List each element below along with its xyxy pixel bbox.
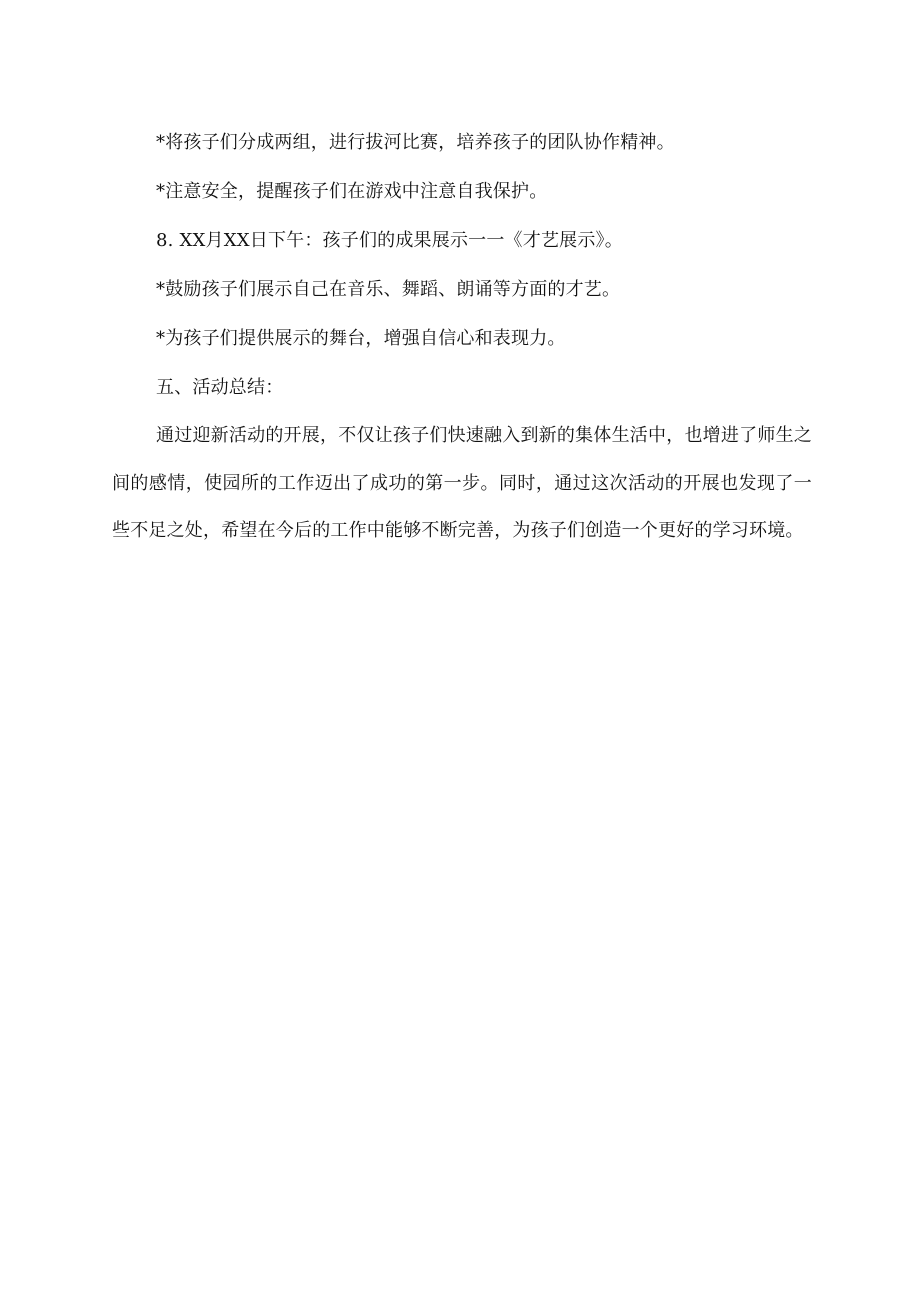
paragraph-talent-show-heading: 8. XX月XX日下午：孩子们的成果展示一一《才艺展示》。	[156, 230, 623, 251]
paragraph-tug-of-war: *将孩子们分成两组，进行拔河比赛，培养孩子的团队协作精神。	[156, 132, 675, 153]
document-body	[112, 118, 812, 555]
section-heading-summary: 五、活动总结：	[156, 377, 284, 398]
paragraph-summary: 通过迎新活动的开展，不仅让孩子们快速融入到新的集体生活中，也增进了师生之间的感情，使园所的工作迈出了成功的第一步。同时，通过这次活动的开展也发现了一些不足之处，希望在今后的工作中能够不断完善，为孩子们创造一个更好的学习环境。	[112, 425, 812, 541]
paragraph-provide-stage: *为孩子们提供展示的舞台，增强自信心和表现力。	[156, 328, 566, 349]
paragraph-encourage-talent: *鼓励孩子们展示自己在音乐、舞蹈、朗诵等方面的才艺。	[156, 279, 621, 300]
paragraph-safety: *注意安全，提醒孩子们在游戏中注意自我保护。	[156, 181, 548, 202]
